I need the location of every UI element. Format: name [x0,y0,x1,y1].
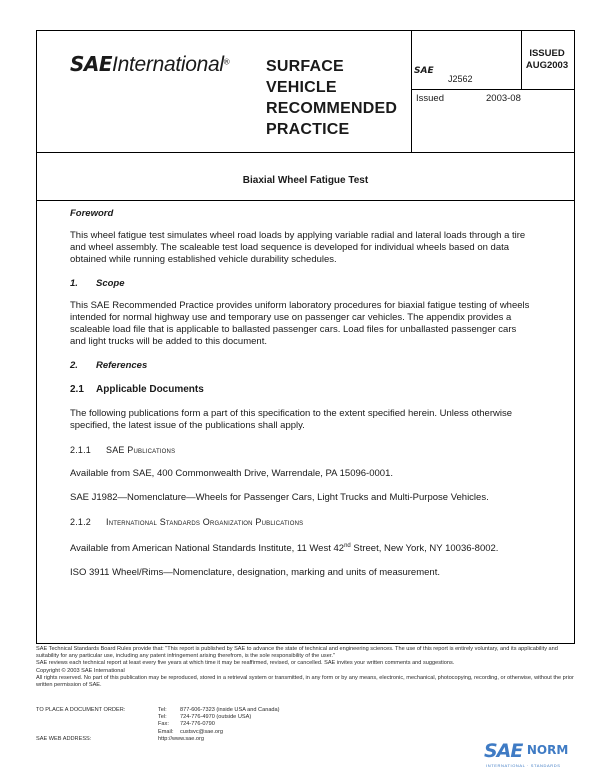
fax-number: 724-776-0790 [180,721,215,728]
category-line: VEHICLE [266,79,337,96]
references-heading [70,360,534,372]
footer-notice [36,646,574,689]
section-title: International Standards Organization Publications [106,517,304,527]
section-title: Applicable Documents [96,384,204,395]
category-line: PRACTICE [266,121,350,138]
section-number: 1. [70,278,78,289]
footer-rights: All rights reserved. No part of this publication may be reproduced, stored in a retrieval system or transmitted, in any form or by any means, electronic, mechanical, photocopying, recording, or otherwise, without the prior written permission of SAE. [36,674,574,689]
document-title: Biaxial Wheel Fatigue Test [242,175,369,186]
issued-stamp-date: AUG2003 [525,60,569,71]
issued-label: Issued [416,93,444,104]
sae-publications-heading [70,444,534,456]
section-number: 2.1.1 [70,445,92,455]
section-number: 2. [70,360,78,371]
sae-availability: Available from SAE, 400 Commonwealth Drive, Warrendale, PA 15096-0001. [70,468,393,479]
iso-3911-reference: ISO 3911 Wheel/Rims—Nomenclature, designation, marking and units of measurement. [70,567,440,579]
section-title: References [96,360,148,371]
email-label: Email: [158,728,174,735]
logo-international: International [112,53,224,76]
applicable-documents-heading [70,384,534,396]
ordinal-suffix: nd [344,543,351,549]
category-line: SURFACE [266,58,344,75]
ansi-address-start: Available from American National Standards Institute, 11 West 42 [70,543,345,555]
category-line: RECOMMENDED [266,100,398,117]
footer-rules: SAE Technical Standards Board Rules provide that: "This report is published by SAE to advance the state of technical and engineering sciences. The use of this report is entirely voluntary, and its applicability and suitability for any particular use, including any patent infringement arising therefrom, is the sole responsibility of the user." [36,646,558,660]
badge-sae: SAE [484,740,523,762]
foreword-text: This wheel fatigue test simulates wheel road loads by applying variable radial and lateral loads through a tire and wheel assembly. The scaleable test load sequence is developed for individual wheels based on data obtained while running established vehicle durability schedules. [70,230,526,265]
ansi-address-end: Street, New York, NY 10036-8002. [350,543,499,555]
sae-j1982-reference: SAE J1982—Nomenclature—Wheels for Passenger Cars, Light Trucks and Multi-Purpose Vehicles. [70,492,489,503]
web-address: http://www.sae.org [158,735,205,742]
document-category [266,56,397,140]
section-title: SAE Publications [106,445,176,455]
header-column-divider [411,31,412,152]
document-number: J2562 [448,74,473,84]
logo-sae: SAE [70,52,113,76]
section-number: 2.1.2 [70,517,92,527]
issued-stamp [522,48,572,72]
web-label: SAE WEB ADDRESS: [36,735,92,742]
tel-label: Tel: [158,714,167,721]
order-label: TO PLACE A DOCUMENT ORDER: [36,707,126,713]
section-title: Scope [96,278,125,289]
issued-date: 2003-08 [486,93,521,104]
logo-tm: ® [223,57,230,67]
header-divider [37,152,574,153]
tel-label: Tel: [158,707,167,713]
scope-heading [70,278,534,290]
issued-row-divider [411,89,574,90]
sae-mini-logo: SAE [414,66,434,76]
issued-stamp-line: ISSUED [529,48,565,59]
document-body [70,208,534,579]
badge-subtitle: INTERNATIONAL · STANDARDS [486,763,561,768]
phone-2: 724-776-4970 (outside USA) [180,714,252,721]
phone-1: 877-606-7323 (inside USA and Canada) [180,707,280,713]
section-number: 2.1 [70,384,84,395]
sae-norm-badge [484,740,568,762]
badge-norm: NORM [526,743,569,757]
email-address: custsvc@sae.org [180,728,223,735]
footer-review: SAE reviews each technical report at least every five years at which time it may be reaffirmed, revised, or cancelled. SAE invites your written comments and suggestions. [36,660,455,667]
sae-international-logo [70,52,230,77]
contact-block [36,707,280,743]
foreword-heading: Foreword [70,208,114,219]
fax-label: Fax: [158,721,169,728]
applicable-documents-text: The following publications form a part of this specification to the extent specified herein. Unless otherwise specified, the latest issue of the publications shall apply. [70,408,512,431]
footer-copyright: Copyright © 2003 SAE International [36,667,125,674]
ansi-availability [70,540,534,555]
scope-text: This SAE Recommended Practice provides uniform laboratory procedures for biaxial fatigue testing of wheels intended for normal highway use and temporary use on passenger car vehicles. The appendix provides a scaleable load file that is applicable to ballasted passenger cars. Load files for unballasted passenger cars and light trucks will be added to this document. [70,300,530,347]
iso-publications-heading [70,516,534,528]
title-divider [37,200,574,201]
